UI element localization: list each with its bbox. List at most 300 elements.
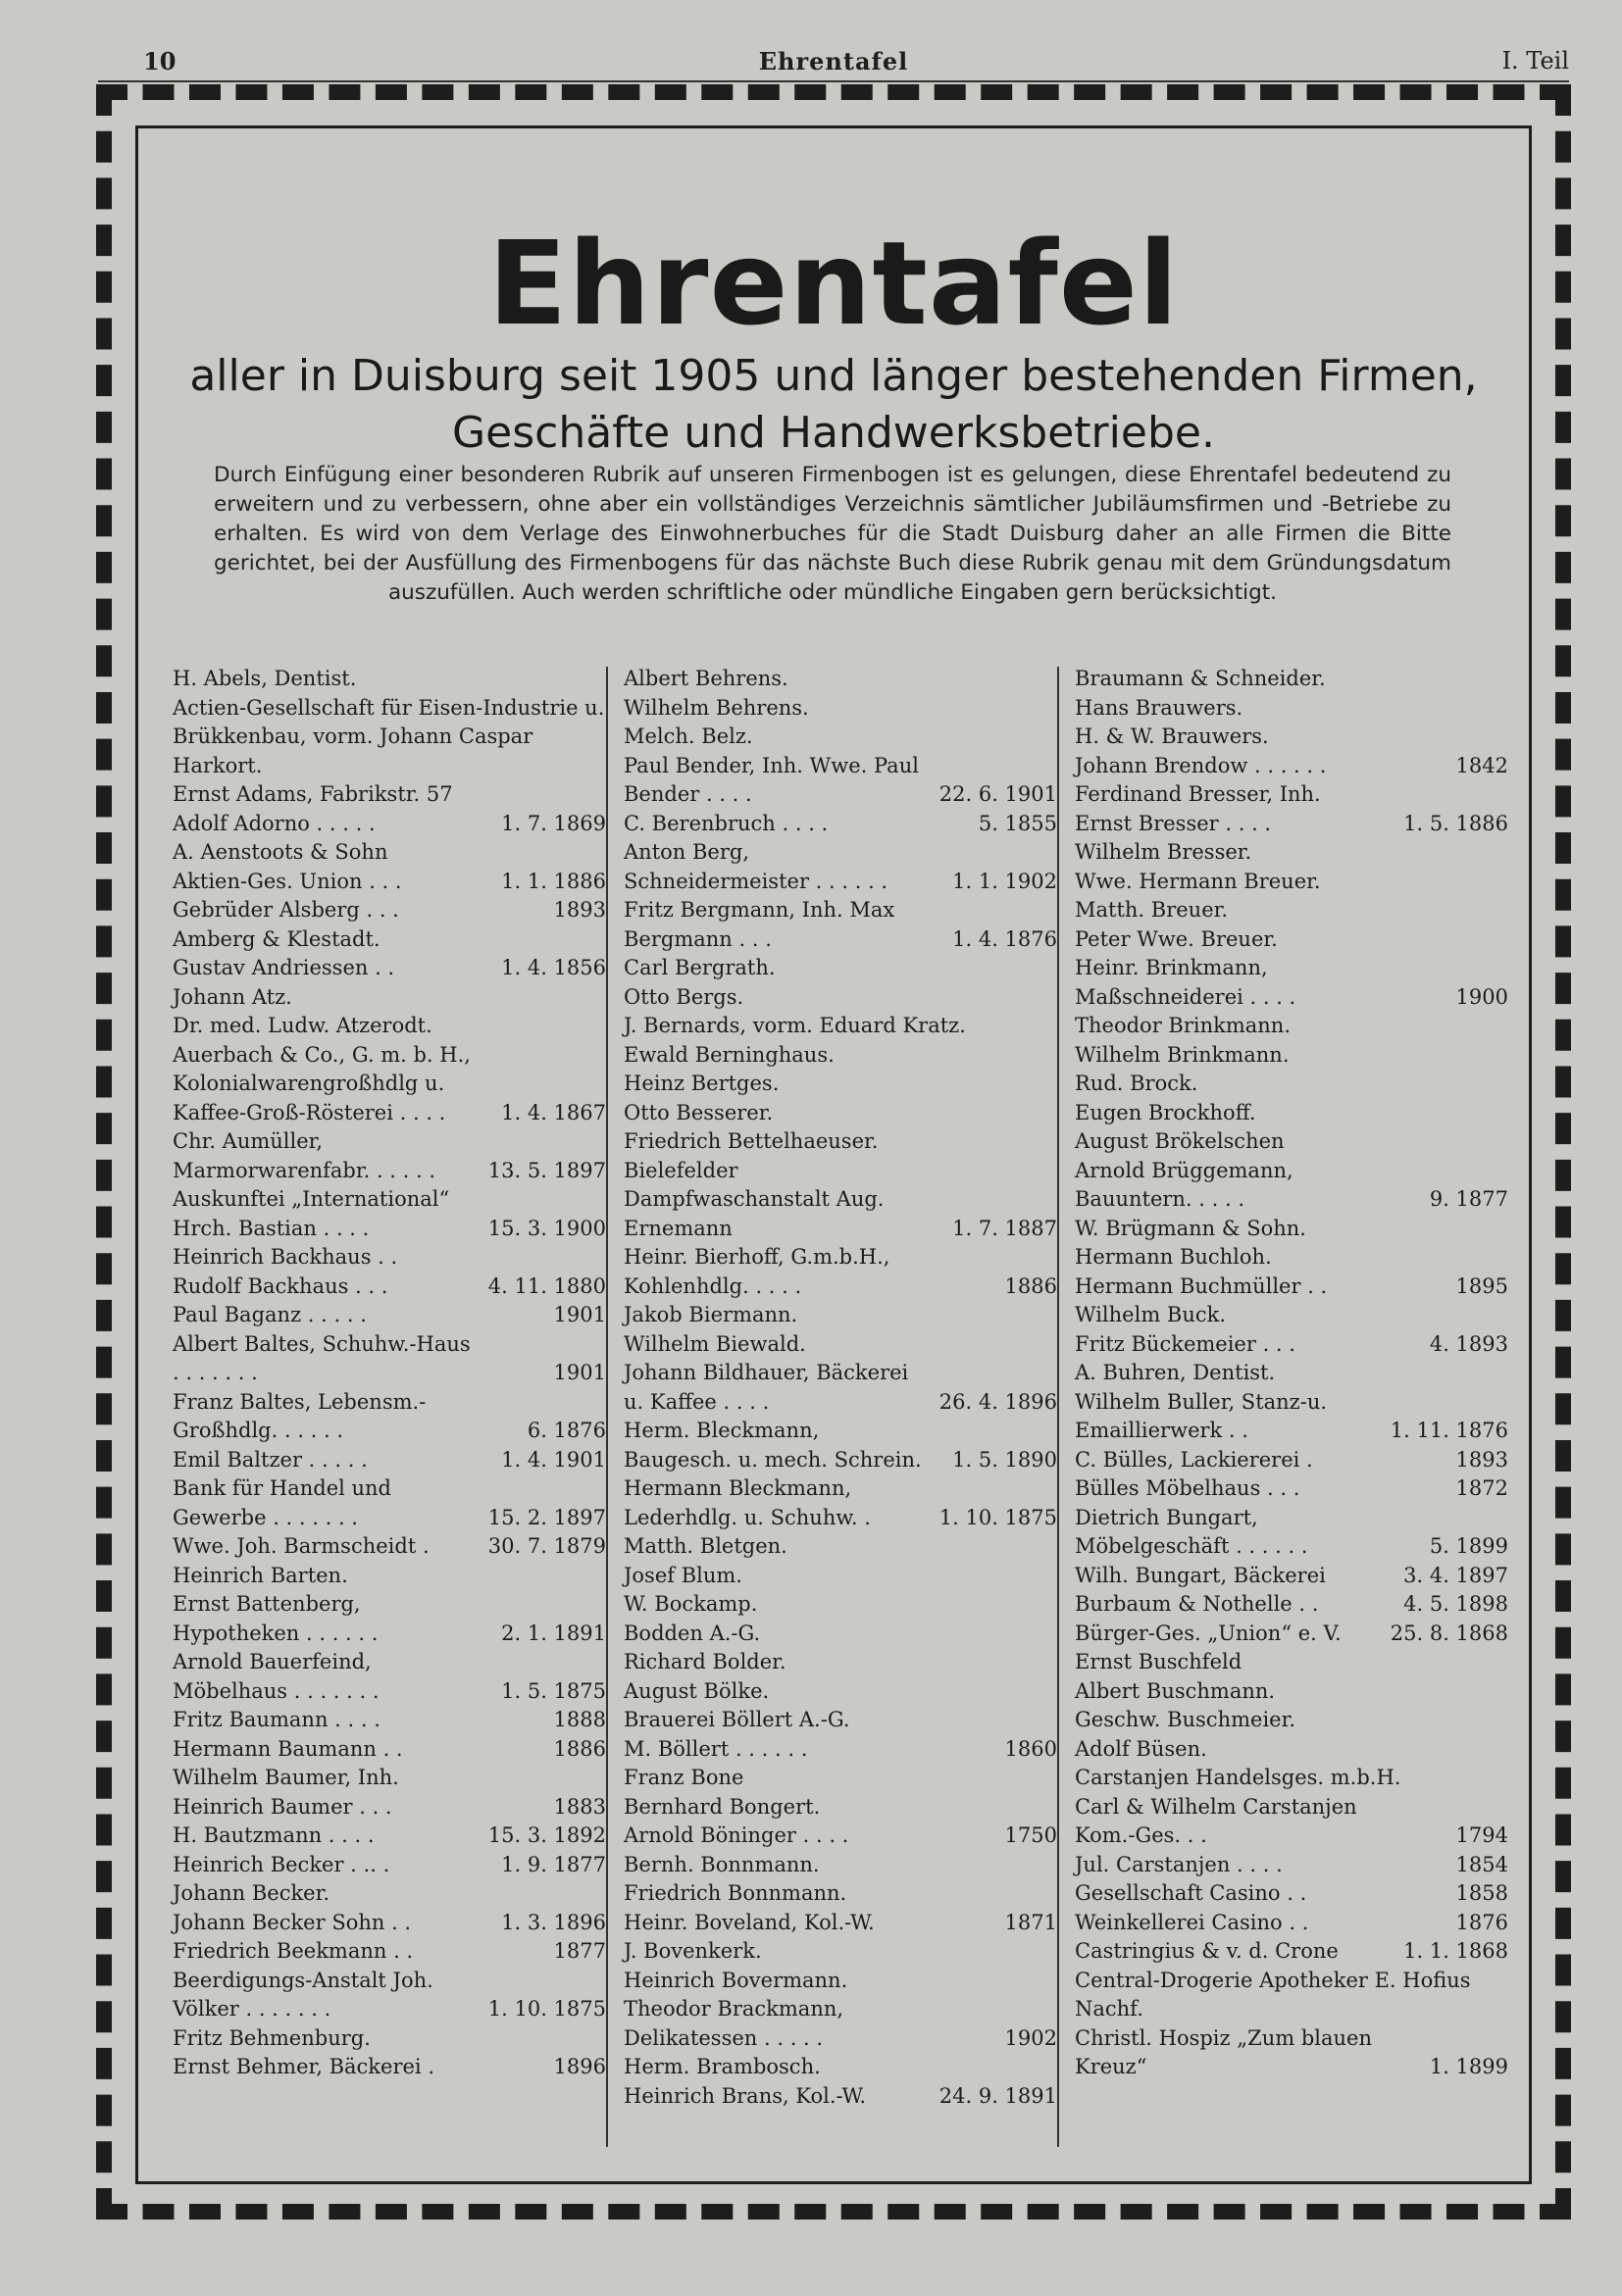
firm-entry	[1075, 1273, 1508, 1302]
founding-date: 1876	[1455, 1910, 1508, 1934]
founding-date: 4. 5. 1898	[1403, 1592, 1508, 1616]
founding-date: 1896	[553, 2055, 606, 2078]
page-title: Ehrentafel	[487, 216, 1180, 351]
firm-entry	[173, 1937, 606, 1967]
firm-entry	[1075, 694, 1508, 724]
page-number: 10	[143, 47, 177, 75]
firm-name: A. Aenstoots & Sohn	[173, 840, 388, 864]
firm-name: Carstanjen Handelsges. m.b.H.	[1075, 1766, 1401, 1789]
firm-entry	[624, 1157, 1057, 1244]
firm-entry	[1075, 1012, 1508, 1041]
firm-name: Adolf Büsen.	[1075, 1736, 1207, 1761]
firm-name: Otto Bergs.	[624, 984, 744, 1009]
firm-name: Auerbach & Co., G. m. b. H., Kolonialwarengroßhdlg u. Kaffee-Groß-Rösterei . . . .	[173, 1042, 471, 1124]
firm-entry	[624, 1301, 1057, 1330]
firm-entry	[1075, 1909, 1508, 1938]
firm-name: Hermann Bleckmann, Lederhdlg. u. Schuhw. .	[624, 1476, 871, 1529]
founding-date: 1. 1. 1868	[1403, 1939, 1508, 1963]
firm-entry	[1075, 1967, 1508, 2024]
firm-name: Wilhelm Brinkmann.	[1075, 1042, 1290, 1067]
firm-name: Rud. Brock.	[1075, 1072, 1198, 1095]
firm-entry	[624, 665, 1057, 694]
firm-entry	[1075, 1620, 1508, 1649]
firm-entry	[624, 1851, 1057, 1880]
founding-date: 9. 1877	[1429, 1187, 1508, 1211]
firm-name: Auskunftei „International“ Hrch. Bastian . . . .	[173, 1187, 450, 1240]
firm-name: Ernst Buschfeld	[1075, 1650, 1242, 1673]
firm-entry	[173, 1012, 606, 1041]
firm-entry	[1075, 1648, 1508, 1677]
firm-name: Herm. Brambosch.	[624, 2055, 821, 2078]
founding-date: 1888	[553, 1708, 606, 1731]
firm-name: Aktien-Ges. Union . . .	[173, 869, 402, 893]
firm-name: Jul. Carstanjen . . . .	[1075, 1852, 1283, 1876]
firm-entry	[624, 1243, 1057, 1301]
firm-name: Bielefelder Dampfwaschanstalt Aug. Ernemann	[624, 1158, 885, 1240]
firm-entry	[624, 1532, 1057, 1562]
firm-name: Wwe. Joh. Barmscheidt .	[173, 1534, 430, 1558]
firm-name: Bodden A.-G.	[624, 1621, 761, 1645]
firm-name: Theodor Brackmann, Delikatessen . . . . .	[624, 1997, 844, 2050]
firm-entry	[1075, 954, 1508, 1012]
firm-entry	[1075, 1562, 1508, 1591]
firm-entry	[173, 838, 606, 868]
founding-date: 1860	[1004, 1736, 1057, 1761]
firm-name: Friedrich Beekmann . .	[173, 1939, 414, 1963]
firm-entry	[1075, 896, 1508, 925]
founding-date: 1. 7. 1887	[952, 1216, 1057, 1240]
founding-date: 22. 6. 1901	[938, 782, 1057, 806]
firm-name: Johann Atz.	[173, 984, 292, 1009]
founding-date: 1. 4. 1867	[501, 1100, 606, 1124]
firm-name: Fritz Bergmann, Inh. Max Bergmann . . .	[624, 898, 895, 951]
firm-entry	[1075, 1937, 1508, 1967]
firm-entry	[1075, 1359, 1508, 1388]
founding-date: 1871	[1004, 1910, 1057, 1934]
firm-name: C. Bülles, Lackiererei .	[1075, 1447, 1313, 1472]
firm-entry	[1075, 1851, 1508, 1880]
firm-name: Rudolf Backhaus . . .	[173, 1273, 388, 1298]
firm-name: Wilhelm Buller, Stanz-u. Emaillierwerk . .	[1075, 1389, 1328, 1442]
firm-entry	[173, 1909, 606, 1938]
firm-entry	[173, 1330, 606, 1388]
founding-date: 1902	[1004, 2025, 1057, 2050]
firm-name: Josef Blum.	[624, 1563, 742, 1587]
firm-entry	[173, 1851, 606, 1880]
firm-name: Heinrich Bovermann.	[624, 1968, 848, 1992]
firm-entry	[1075, 665, 1508, 694]
firm-entry	[1075, 1590, 1508, 1620]
founding-date: 1883	[553, 1794, 606, 1819]
firm-entry	[1075, 1070, 1508, 1099]
founding-date: 4. 11. 1880	[487, 1273, 606, 1298]
firm-entry	[624, 1706, 1057, 1735]
firm-entry	[624, 1822, 1057, 1851]
firm-entry	[1075, 723, 1508, 752]
firm-entry	[624, 1677, 1057, 1707]
founding-date: 30. 7. 1879	[487, 1534, 606, 1558]
founding-date: 5. 1855	[978, 811, 1057, 835]
firm-entry	[624, 896, 1057, 954]
firm-entry	[624, 1648, 1057, 1677]
founding-date: 13. 5. 1897	[487, 1158, 606, 1182]
firm-name: Melch. Belz.	[624, 724, 753, 748]
firm-name: Arnold Böninger . . . .	[624, 1823, 849, 1847]
firm-entry	[624, 1562, 1057, 1591]
firm-name: Jakob Biermann.	[624, 1303, 798, 1326]
firm-name: Matth. Bletgen.	[624, 1534, 787, 1558]
firm-name: Ewald Berninghaus.	[624, 1042, 835, 1067]
firm-entry	[173, 1735, 606, 1765]
firm-name: Heinrich Barten.	[173, 1563, 348, 1587]
founding-date: 1. 4. 1876	[952, 926, 1057, 951]
founding-date: 1. 4. 1901	[501, 1447, 606, 1472]
firm-entry	[1075, 925, 1508, 955]
firm-entry	[1075, 1215, 1508, 1244]
founding-date: 1854	[1455, 1852, 1508, 1876]
firm-name: Johann Becker Sohn . .	[173, 1910, 412, 1934]
founding-date: 3. 4. 1897	[1403, 1563, 1508, 1587]
firm-name: W. Brügmann & Sohn.	[1075, 1216, 1306, 1240]
founding-date: 1. 3. 1896	[501, 1910, 606, 1934]
firm-name: Bernh. Bonnmann.	[624, 1852, 820, 1876]
founding-date: 1. 5. 1886	[1403, 811, 1508, 835]
firm-entry	[624, 752, 1057, 810]
firm-entry	[173, 1822, 606, 1851]
firm-name: H. Bautzmann . . . .	[173, 1823, 375, 1847]
firm-entry	[1075, 1706, 1508, 1735]
firm-name: Hermann Buchloh.	[1075, 1245, 1272, 1269]
firm-name: J. Bovenkerk.	[624, 1939, 762, 1963]
firm-entry	[624, 1070, 1057, 1099]
firm-name: Albert Baltes, Schuhw.-Haus . . . . . . .	[173, 1331, 471, 1384]
firm-entry	[624, 1620, 1057, 1649]
firm-name: A. Buhren, Dentist.	[1075, 1361, 1276, 1384]
firm-entry	[173, 665, 606, 694]
firm-name: Albert Buschmann.	[1075, 1678, 1276, 1703]
firm-name: Wilhelm Buck.	[1075, 1303, 1227, 1326]
firm-entry	[624, 1359, 1057, 1417]
firm-entry	[624, 1127, 1057, 1157]
firm-entry	[173, 2053, 606, 2082]
firm-name: Peter Wwe. Breuer.	[1075, 926, 1278, 951]
firm-name: Christl. Hospiz „Zum blauen Kreuz“	[1075, 2025, 1373, 2078]
firm-entry	[173, 1706, 606, 1735]
firm-entry	[173, 1301, 606, 1330]
firm-entry	[624, 1099, 1057, 1128]
part-label: I. Teil	[1501, 47, 1569, 75]
firm-entry	[1075, 1099, 1508, 1128]
firm-entry	[173, 1185, 606, 1243]
firm-name: Otto Besserer.	[624, 1100, 774, 1124]
firm-name: Heinr. Bierhoff, G.m.b.H., Kohlenhdlg. . . . .	[624, 1245, 890, 1298]
firm-name: Weinkellerei Casino . .	[1075, 1910, 1309, 1934]
founding-date: 1877	[553, 1939, 606, 1963]
firm-name: Albert Behrens.	[624, 667, 788, 690]
firm-entry	[173, 1474, 606, 1532]
firm-entry	[624, 1590, 1057, 1620]
firm-name: W. Bockamp.	[624, 1592, 758, 1616]
founding-date: 25. 8. 1868	[1390, 1621, 1508, 1645]
intro-paragraph: Durch Einfügung einer besonderen Rubrik auf unseren Firmenbogen ist es gelungen, diese Ehrentafel bedeutend zu erweitern und zu verbessern, ohne aber ein vollständiges Verzeichnis sämtlicher Jubiläumsfirmen und -Betriebe zu erhalten. Es wird von dem Verlage des Einwohnerbuches für die Stadt Duisburg daher an alle Firmen die Bitte gerichtet, bei der Ausfüllung des Firmenbogens für das nächste Buch diese Rubrik genau mit dem Gründungsdatum auszufüllen. Auch werden schriftliche oder mündliche Eingaben gern berücksichtigt.	[214, 463, 1451, 605]
firm-name: Hermann Buchmüller . .	[1075, 1273, 1328, 1298]
firm-name: Chr. Aumüller, Marmorwarenfabr. . . . . .	[173, 1129, 436, 1182]
firm-entry	[173, 1446, 606, 1475]
firm-name: Anton Berg, Schneidermeister . . . . . .	[624, 840, 888, 893]
firm-entry	[173, 1879, 606, 1909]
founding-date: 1872	[1455, 1476, 1508, 1500]
firm-entry	[1075, 752, 1508, 781]
firm-entry	[624, 1995, 1057, 2053]
firm-entry	[1075, 780, 1508, 838]
founding-date: 1. 1. 1902	[952, 869, 1057, 893]
founding-date: 1893	[553, 898, 606, 922]
firm-column-3	[1075, 665, 1508, 2082]
firm-name: Castringius & v. d. Crone	[1075, 1939, 1339, 1963]
firm-entry	[624, 1012, 1057, 1041]
founding-date: 1. 10. 1875	[938, 1505, 1057, 1529]
firm-entry	[624, 723, 1057, 752]
firm-name: Ernst Battenberg, Hypotheken . . . . . .	[173, 1592, 379, 1645]
firm-name: Paul Bender, Inh. Wwe. Paul Bender . . . .	[624, 753, 919, 806]
firm-entry	[1075, 1474, 1508, 1504]
firm-entry	[624, 1793, 1057, 1822]
firm-name: Fritz Behmenburg.	[173, 2025, 371, 2050]
firm-entry	[173, 925, 606, 955]
founding-date: 1. 11. 1876	[1390, 1419, 1508, 1442]
column-divider	[606, 667, 608, 2147]
firm-name: Theodor Brinkmann.	[1075, 1014, 1291, 1037]
firm-name: Ernst Adams, Fabrikstr. 57	[173, 782, 453, 806]
page-header	[98, 47, 1569, 82]
firm-entry	[173, 1127, 606, 1185]
founding-date: 1886	[553, 1736, 606, 1761]
subtitle: aller in Duisburg seit 1905 und länger bestehenden Firmen, Geschäfte und Handwerksbetriebe.	[189, 351, 1478, 458]
firm-entry	[624, 838, 1057, 896]
firm-name: Wwe. Hermann Breuer.	[1075, 869, 1321, 893]
running-title: Ehrentafel	[758, 47, 909, 75]
firm-entry	[173, 1764, 606, 1822]
firm-entry	[624, 1735, 1057, 1765]
firm-entry	[173, 1562, 606, 1591]
firm-name: Richard Bolder.	[624, 1650, 786, 1673]
firm-name: Paul Baganz . . . . .	[173, 1303, 367, 1326]
firm-name: Gesellschaft Casino . .	[1075, 1881, 1307, 1905]
firm-name: Johann Bildhauer, Bäckerei u. Kaffee . . . .	[624, 1361, 909, 1414]
firm-name: Friedrich Bonnmann.	[624, 1881, 847, 1905]
firm-name: Fritz Baumann . . . .	[173, 1708, 380, 1731]
firm-name: Central-Drogerie Apotheker E. Hofius Nachf.	[1075, 1968, 1471, 2021]
firm-entry	[624, 694, 1057, 724]
firm-entry	[1075, 1879, 1508, 1909]
founding-date: 15. 3. 1892	[487, 1823, 606, 1847]
firm-name: C. Berenbruch . . . .	[624, 811, 829, 835]
founding-date: 1. 5. 1890	[952, 1447, 1057, 1472]
founding-date: 1901	[553, 1361, 606, 1384]
founding-date: 1900	[1455, 984, 1508, 1009]
firm-name: Adolf Adorno . . . . .	[173, 811, 376, 835]
firm-entry	[173, 954, 606, 983]
firm-entry	[1075, 1677, 1508, 1707]
firm-entry	[1075, 1735, 1508, 1765]
firm-name: Arnold Brüggemann, Bauuntern. . . . .	[1075, 1158, 1293, 1211]
firm-name: Gustav Andriessen . .	[173, 956, 395, 979]
firm-name: Dietrich Bungart, Möbelgeschäft . . . . . .	[1075, 1505, 1308, 1558]
founding-date: 6. 1876	[527, 1419, 606, 1442]
firm-entry	[1075, 1504, 1508, 1562]
firm-name: Geschw. Buschmeier.	[1075, 1708, 1296, 1731]
firm-name: Hermann Baumann . .	[173, 1736, 403, 1761]
founding-date: 1858	[1455, 1881, 1508, 1905]
firm-name: Carl Bergrath.	[624, 956, 776, 979]
firm-entry	[1075, 1330, 1508, 1360]
firm-name: Heinrich Brans, Kol.-W.	[624, 2083, 867, 2108]
firm-name: Ferdinand Bresser, Inh. Ernst Bresser . . . .	[1075, 782, 1321, 835]
founding-date: 2. 1. 1891	[501, 1621, 606, 1645]
firm-entry	[173, 1041, 606, 1128]
firm-name: Ernst Behmer, Bäckerei .	[173, 2055, 434, 2078]
firm-entry	[173, 1648, 606, 1706]
firm-name: Wilhelm Bresser.	[1075, 840, 1252, 864]
firm-entry	[173, 1967, 606, 2024]
founding-date: 1794	[1455, 1823, 1508, 1847]
column-divider	[1057, 667, 1059, 2147]
firm-entry	[624, 1937, 1057, 1967]
firm-entry	[173, 810, 606, 839]
founding-date: 15. 2. 1897	[487, 1505, 606, 1529]
firm-name: H. & W. Brauwers.	[1075, 724, 1269, 748]
firm-name: J. Bernards, vorm. Eduard Kratz.	[624, 1014, 966, 1037]
firm-name: Heinr. Brinkmann, Maßschneiderei . . . .	[1075, 956, 1296, 1009]
firm-name: M. Böllert . . . . . .	[624, 1736, 808, 1761]
founding-date: 1. 5. 1875	[501, 1678, 606, 1703]
firm-entry	[173, 1273, 606, 1302]
firm-entry	[173, 983, 606, 1013]
firm-entry	[173, 896, 606, 925]
firm-entry	[173, 868, 606, 897]
firm-entry	[1075, 1793, 1508, 1851]
firm-name: Heinrich Becker . .. .	[173, 1852, 390, 1876]
founding-date: 1. 4. 1856	[501, 956, 606, 979]
firm-name: Wilh. Bungart, Bäckerei	[1075, 1563, 1326, 1587]
founding-date: 1886	[1004, 1273, 1057, 1298]
firm-entry	[173, 1243, 606, 1273]
firm-name: Franz Baltes, Lebensm.-Großhdlg. . . . . .	[173, 1389, 427, 1442]
founding-date: 1750	[1004, 1823, 1057, 1847]
firm-name: Franz Bone	[624, 1766, 744, 1789]
firm-name: Friedrich Bettelhaeuser.	[624, 1129, 879, 1153]
firm-column-1	[173, 665, 606, 2082]
firm-name: Arnold Bauerfeind, Möbelhaus . . . . . . .	[173, 1650, 380, 1703]
firm-name: Bürger-Ges. „Union“ e. V.	[1075, 1621, 1342, 1645]
firm-entry	[173, 2024, 606, 2054]
firm-name: Dr. med. Ludw. Atzerodt.	[173, 1014, 432, 1037]
founding-date: 5. 1899	[1429, 1534, 1508, 1558]
firm-entry	[624, 1474, 1057, 1532]
firm-name: Heinr. Boveland, Kol.-W.	[624, 1910, 875, 1934]
firm-name: Eugen Brockhoff.	[1075, 1100, 1256, 1124]
firm-name: Braumann & Schneider.	[1075, 667, 1326, 690]
firm-entry	[624, 1879, 1057, 1909]
firm-name: Wilhelm Baumer, Inh. Heinrich Baumer . . .	[173, 1766, 399, 1819]
firm-name: Heinz Bertges.	[624, 1072, 780, 1095]
firm-entry	[624, 983, 1057, 1013]
firm-entry	[624, 1330, 1057, 1360]
firm-entry	[1075, 1446, 1508, 1475]
firm-entry	[624, 1909, 1057, 1938]
firm-column-2	[624, 665, 1057, 2111]
firm-name: Johann Brendow . . . . . .	[1075, 753, 1327, 777]
founding-date: 1. 10. 1875	[487, 1997, 606, 2021]
firm-entry	[173, 780, 606, 810]
firm-name: Hans Brauwers.	[1075, 695, 1243, 720]
founding-date: 1. 1899	[1429, 2055, 1508, 2078]
founding-date: 26. 4. 1896	[938, 1389, 1057, 1414]
firm-name: Amberg & Klestadt.	[173, 926, 380, 951]
firm-entry	[624, 2082, 1057, 2112]
firm-entry	[624, 1967, 1057, 1996]
firm-entry	[1075, 1243, 1508, 1273]
founding-date: 1. 1. 1886	[501, 869, 606, 893]
firm-name: Heinrich Backhaus . .	[173, 1245, 398, 1269]
firm-name: Emil Baltzer . . . . .	[173, 1447, 368, 1472]
firm-entry	[173, 694, 606, 781]
firm-entry	[1075, 1388, 1508, 1446]
firm-name: August Bölke.	[624, 1678, 770, 1703]
firm-entry	[173, 1532, 606, 1562]
firm-name: Actien-Gesellschaft für Eisen-Industrie u. Brükkenbau, vorm. Johann Caspar Harkort.	[173, 695, 605, 777]
founding-date: 4. 1893	[1429, 1331, 1508, 1356]
founding-date: 1. 7. 1869	[501, 811, 606, 835]
firm-name: Wilhelm Behrens.	[624, 695, 809, 720]
founding-date: 24. 9. 1891	[938, 2083, 1057, 2108]
firm-entry	[624, 1764, 1057, 1793]
firm-entry	[1075, 1157, 1508, 1215]
firm-entry	[173, 1388, 606, 1446]
firm-entry	[173, 1590, 606, 1648]
founding-date: 1. 9. 1877	[501, 1852, 606, 1876]
firm-name: August Brökelschen	[1075, 1129, 1285, 1153]
firm-entry	[1075, 838, 1508, 868]
firm-name: Beerdigungs-Anstalt Joh. Völker . . . . . . .	[173, 1968, 433, 2021]
founding-date: 1842	[1455, 753, 1508, 777]
firm-name: Herm. Bleckmann, Baugesch. u. mech. Schrein.	[624, 1419, 922, 1472]
firm-entry	[1075, 1041, 1508, 1071]
firm-entry	[624, 1041, 1057, 1071]
founding-date: 1895	[1455, 1273, 1508, 1298]
firm-entry	[624, 810, 1057, 839]
firm-name: Burbaum & Nothelle . .	[1075, 1592, 1319, 1616]
firm-entry	[1075, 1127, 1508, 1157]
firm-name: H. Abels, Dentist.	[173, 667, 357, 690]
firm-entry	[624, 1417, 1057, 1474]
firm-entry	[1075, 1764, 1508, 1793]
founding-date: 15. 3. 1900	[487, 1216, 606, 1240]
firm-name: Bank für Handel und Gewerbe . . . . . . .	[173, 1476, 392, 1529]
firm-entry	[1075, 1301, 1508, 1330]
founding-date: 1893	[1455, 1447, 1508, 1472]
firm-name: Carl & Wilhelm Carstanjen Kom.-Ges. . .	[1075, 1794, 1357, 1847]
firm-name: Fritz Bückemeier . . .	[1075, 1331, 1295, 1356]
firm-entry	[1075, 868, 1508, 897]
firm-name: Gebrüder Alsberg . . .	[173, 898, 399, 922]
firm-name: Wilhelm Biewald.	[624, 1331, 806, 1356]
firm-entry	[1075, 2024, 1508, 2082]
firm-name: Brauerei Böllert A.-G.	[624, 1708, 850, 1731]
firm-entry	[624, 2053, 1057, 2082]
firm-name: Johann Becker.	[173, 1881, 330, 1905]
firm-name: Bernhard Bongert.	[624, 1794, 821, 1819]
